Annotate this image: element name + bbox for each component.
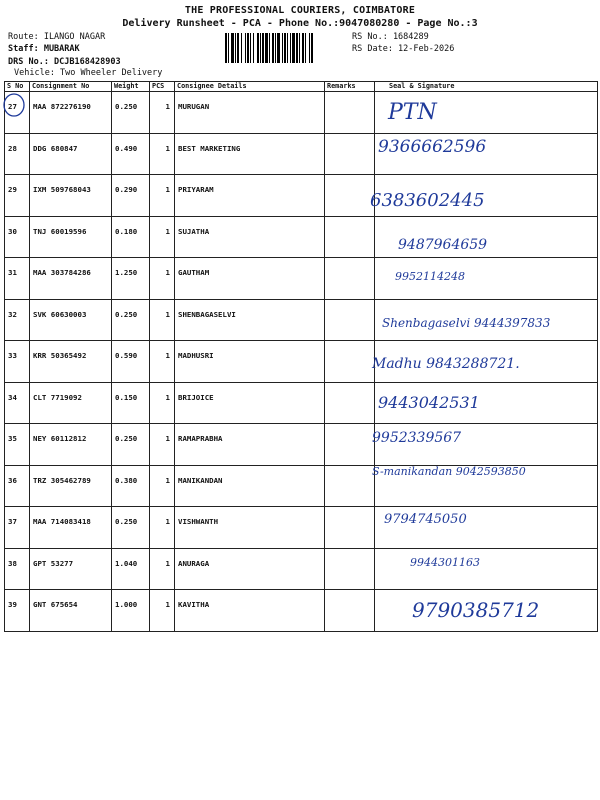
row-sno <box>5 258 30 300</box>
row-weight <box>112 590 150 632</box>
row-pcs <box>150 299 175 341</box>
row-consignee <box>175 507 325 549</box>
row-consignment-text: TNJ 60019596 <box>33 226 87 236</box>
row-pcs <box>150 507 175 549</box>
row-consignment <box>30 590 112 632</box>
row-sno <box>5 465 30 507</box>
col-pcs: PCS <box>150 82 175 92</box>
row-pcs <box>150 548 175 590</box>
handwritten-signature: 9443042531 <box>378 393 480 412</box>
row-remarks <box>325 92 375 134</box>
row-sno <box>5 175 30 217</box>
row-pcs-text: 1 <box>165 392 170 402</box>
row-pcs-text: 1 <box>165 143 170 153</box>
row-weight-text: 1.040 <box>115 558 138 568</box>
row-weight-text: 0.250 <box>115 309 138 319</box>
row-remarks <box>325 175 375 217</box>
row-consignment-text: GNT 675654 <box>33 600 78 609</box>
row-weight <box>112 424 150 466</box>
row-weight-text: 1.250 <box>115 268 138 277</box>
row-sno-text: 30 <box>8 226 17 236</box>
row-remarks <box>325 548 375 590</box>
row-remarks <box>325 133 375 175</box>
row-pcs-text: 1 <box>165 434 170 443</box>
row-consignee <box>175 382 325 424</box>
row-pcs <box>150 216 175 258</box>
row-pcs-text: 1 <box>165 185 170 194</box>
row-pcs <box>150 92 175 134</box>
company-name: THE PROFESSIONAL COURIERS, COIMBATORE <box>184 5 416 16</box>
pen-circle-mark <box>2 92 28 118</box>
handwritten-signature: Shenbagaselvi 9444397833 <box>382 316 551 330</box>
row-weight-text: 0.150 <box>115 392 138 402</box>
handwritten-signature: 9952114248 <box>395 270 465 283</box>
vehicle-label: Vehicle: Two Wheeler Delivery <box>14 68 163 78</box>
row-pcs <box>150 258 175 300</box>
barcode <box>225 33 345 63</box>
row-consignment-text: MAA 872276190 <box>33 102 91 111</box>
row-pcs-text: 1 <box>165 351 170 360</box>
col-remarks: Remarks <box>325 82 375 92</box>
row-weight <box>112 258 150 300</box>
row-remarks <box>325 341 375 383</box>
row-weight-text: 0.380 <box>115 475 138 485</box>
row-sno-text: 32 <box>8 309 17 319</box>
row-sno <box>5 507 30 549</box>
row-consignee <box>175 590 325 632</box>
row-pcs-text: 1 <box>165 558 170 568</box>
row-sno-text: 28 <box>8 143 17 153</box>
row-consignment <box>30 424 112 466</box>
handwritten-signature: 9790385712 <box>412 598 540 622</box>
row-sno <box>5 382 30 424</box>
row-remarks <box>325 424 375 466</box>
row-sno-text: 39 <box>8 600 17 609</box>
row-weight-text: 0.250 <box>115 434 138 443</box>
row-weight-text: 0.250 <box>115 517 138 526</box>
row-consignee-text: ANURAGA <box>178 558 210 568</box>
row-consignment <box>30 382 112 424</box>
row-pcs-text: 1 <box>165 309 170 319</box>
row-consignment-text: NEY 60112812 <box>33 434 87 443</box>
row-consignee-text: GAUTHAM <box>178 268 210 277</box>
row-consignee-text: PRIYARAM <box>178 185 214 194</box>
row-consignee <box>175 216 325 258</box>
handwritten-signature: S-manikandan 9042593850 <box>372 465 526 478</box>
table-row <box>5 258 598 300</box>
handwritten-signature: 9794745050 <box>384 512 467 527</box>
row-remarks <box>325 299 375 341</box>
row-weight <box>112 133 150 175</box>
row-consignment <box>30 92 112 134</box>
row-weight <box>112 341 150 383</box>
row-pcs <box>150 424 175 466</box>
row-consignee <box>175 175 325 217</box>
row-consignee <box>175 548 325 590</box>
row-sno-text: 35 <box>8 434 17 443</box>
col-sno: S No <box>5 82 30 92</box>
row-consignment <box>30 258 112 300</box>
table-row <box>5 133 598 175</box>
row-sno-text: 36 <box>8 475 17 485</box>
table-row <box>5 424 598 466</box>
handwritten-signature: PTN <box>388 100 437 125</box>
col-consignee: Consignee Details <box>175 82 325 92</box>
row-consignment-text: SVK 60630003 <box>33 309 87 319</box>
row-consignment <box>30 299 112 341</box>
drs-number: DRS No.: DCJB168428903 <box>8 57 121 67</box>
table-header-row <box>5 82 598 92</box>
row-consignment-text: IXM 509768043 <box>33 185 91 194</box>
row-consignment <box>30 465 112 507</box>
row-weight <box>112 465 150 507</box>
row-weight <box>112 299 150 341</box>
row-sno <box>5 216 30 258</box>
row-consignee <box>175 465 325 507</box>
row-pcs-text: 1 <box>165 475 170 485</box>
row-consignment-text: TRZ 305462789 <box>33 475 91 485</box>
row-remarks <box>325 258 375 300</box>
handwritten-signature: Madhu 9843288721. <box>372 356 520 372</box>
row-consignee <box>175 299 325 341</box>
row-consignment-text: CLT 7719092 <box>33 392 82 402</box>
row-weight-text: 0.250 <box>115 102 138 111</box>
handwritten-signature: 9944301163 <box>410 556 480 569</box>
table-row <box>5 92 598 134</box>
row-sno-text: 37 <box>8 517 17 526</box>
row-weight-text: 1.000 <box>115 600 138 609</box>
col-weight: Weight <box>112 82 150 92</box>
row-pcs <box>150 341 175 383</box>
row-consignment <box>30 175 112 217</box>
row-pcs <box>150 382 175 424</box>
row-sno-text: 27 <box>8 102 17 111</box>
row-sno <box>5 424 30 466</box>
row-consignment <box>30 507 112 549</box>
row-remarks <box>325 216 375 258</box>
row-consignment-text: MAA 303784286 <box>33 268 91 277</box>
row-pcs <box>150 133 175 175</box>
row-sno <box>5 341 30 383</box>
row-consignee <box>175 341 325 383</box>
table-row <box>5 175 598 217</box>
row-consignment <box>30 341 112 383</box>
row-sno <box>5 548 30 590</box>
row-weight-text: 0.490 <box>115 143 138 153</box>
row-pcs <box>150 590 175 632</box>
col-signature: Seal & Signature <box>375 82 598 92</box>
handwritten-signature: 9366662596 <box>378 137 487 157</box>
row-sno <box>5 133 30 175</box>
row-consignee-text: BEST MARKETING <box>178 143 241 153</box>
row-signature-cell <box>375 548 598 590</box>
col-consignment: Consignment No <box>30 82 112 92</box>
row-consignment <box>30 133 112 175</box>
row-weight <box>112 548 150 590</box>
row-pcs-text: 1 <box>165 102 170 111</box>
staff-label: Staff: MUBARAK <box>8 44 80 54</box>
handwritten-signature: 6383602445 <box>370 190 485 211</box>
row-weight <box>112 507 150 549</box>
row-consignment-text: KRR 50365492 <box>33 351 87 360</box>
row-consignee-text: VISHWANTH <box>178 517 219 526</box>
row-consignee-text: SUJATHA <box>178 226 210 236</box>
row-sno <box>5 590 30 632</box>
row-consignment-text: MAA 714083418 <box>33 517 91 526</box>
row-pcs-text: 1 <box>165 268 170 277</box>
row-sno-text: 33 <box>8 351 17 360</box>
row-consignee <box>175 133 325 175</box>
row-consignee <box>175 258 325 300</box>
row-sno-text: 34 <box>8 392 17 402</box>
row-consignment <box>30 548 112 590</box>
row-consignment <box>30 216 112 258</box>
row-consignee-text: SHENBAGASELVI <box>178 309 236 319</box>
handwritten-signature: 9952339567 <box>372 430 462 446</box>
rs-number: RS No.: 1684289 <box>352 32 429 42</box>
table-row <box>5 548 598 590</box>
row-pcs-text: 1 <box>165 517 170 526</box>
row-remarks <box>325 465 375 507</box>
row-consignment-text: DDG 680847 <box>33 143 78 153</box>
table-row <box>5 382 598 424</box>
row-pcs <box>150 175 175 217</box>
row-pcs-text: 1 <box>165 226 170 236</box>
row-consignment-text: GPT 53277 <box>33 558 74 568</box>
row-weight <box>112 175 150 217</box>
row-sno-text: 29 <box>8 185 17 194</box>
row-sno-text: 38 <box>8 558 17 568</box>
row-weight <box>112 216 150 258</box>
row-weight-text: 0.180 <box>115 226 138 236</box>
row-consignee <box>175 424 325 466</box>
row-consignee-text: MADHUSRI <box>178 351 214 360</box>
runsheet-title: Delivery Runsheet - PCA - Phone No.:9047080280 - Page No.:3 <box>122 18 478 29</box>
row-pcs-text: 1 <box>165 600 170 609</box>
row-weight-text: 0.590 <box>115 351 138 360</box>
route-label: Route: ILANGO NAGAR <box>8 32 106 42</box>
row-consignee-text: BRIJOICE <box>178 392 214 402</box>
row-weight <box>112 382 150 424</box>
row-consignee-text: KAVITHA <box>178 600 210 609</box>
rs-date: RS Date: 12-Feb-2026 <box>352 44 455 54</box>
row-remarks <box>325 382 375 424</box>
row-consignee <box>175 92 325 134</box>
row-pcs <box>150 465 175 507</box>
row-consignee-text: RAMAPRABHA <box>178 434 223 443</box>
table-row <box>5 216 598 258</box>
table-row <box>5 507 598 549</box>
row-consignee-text: MURUGAN <box>178 102 210 111</box>
row-remarks <box>325 590 375 632</box>
row-sno-text: 31 <box>8 268 17 277</box>
row-weight <box>112 92 150 134</box>
row-consignee-text: MANIKANDAN <box>178 475 223 485</box>
handwritten-signature: 9487964659 <box>398 237 488 253</box>
row-weight-text: 0.290 <box>115 185 138 194</box>
row-remarks <box>325 507 375 549</box>
row-sno <box>5 299 30 341</box>
